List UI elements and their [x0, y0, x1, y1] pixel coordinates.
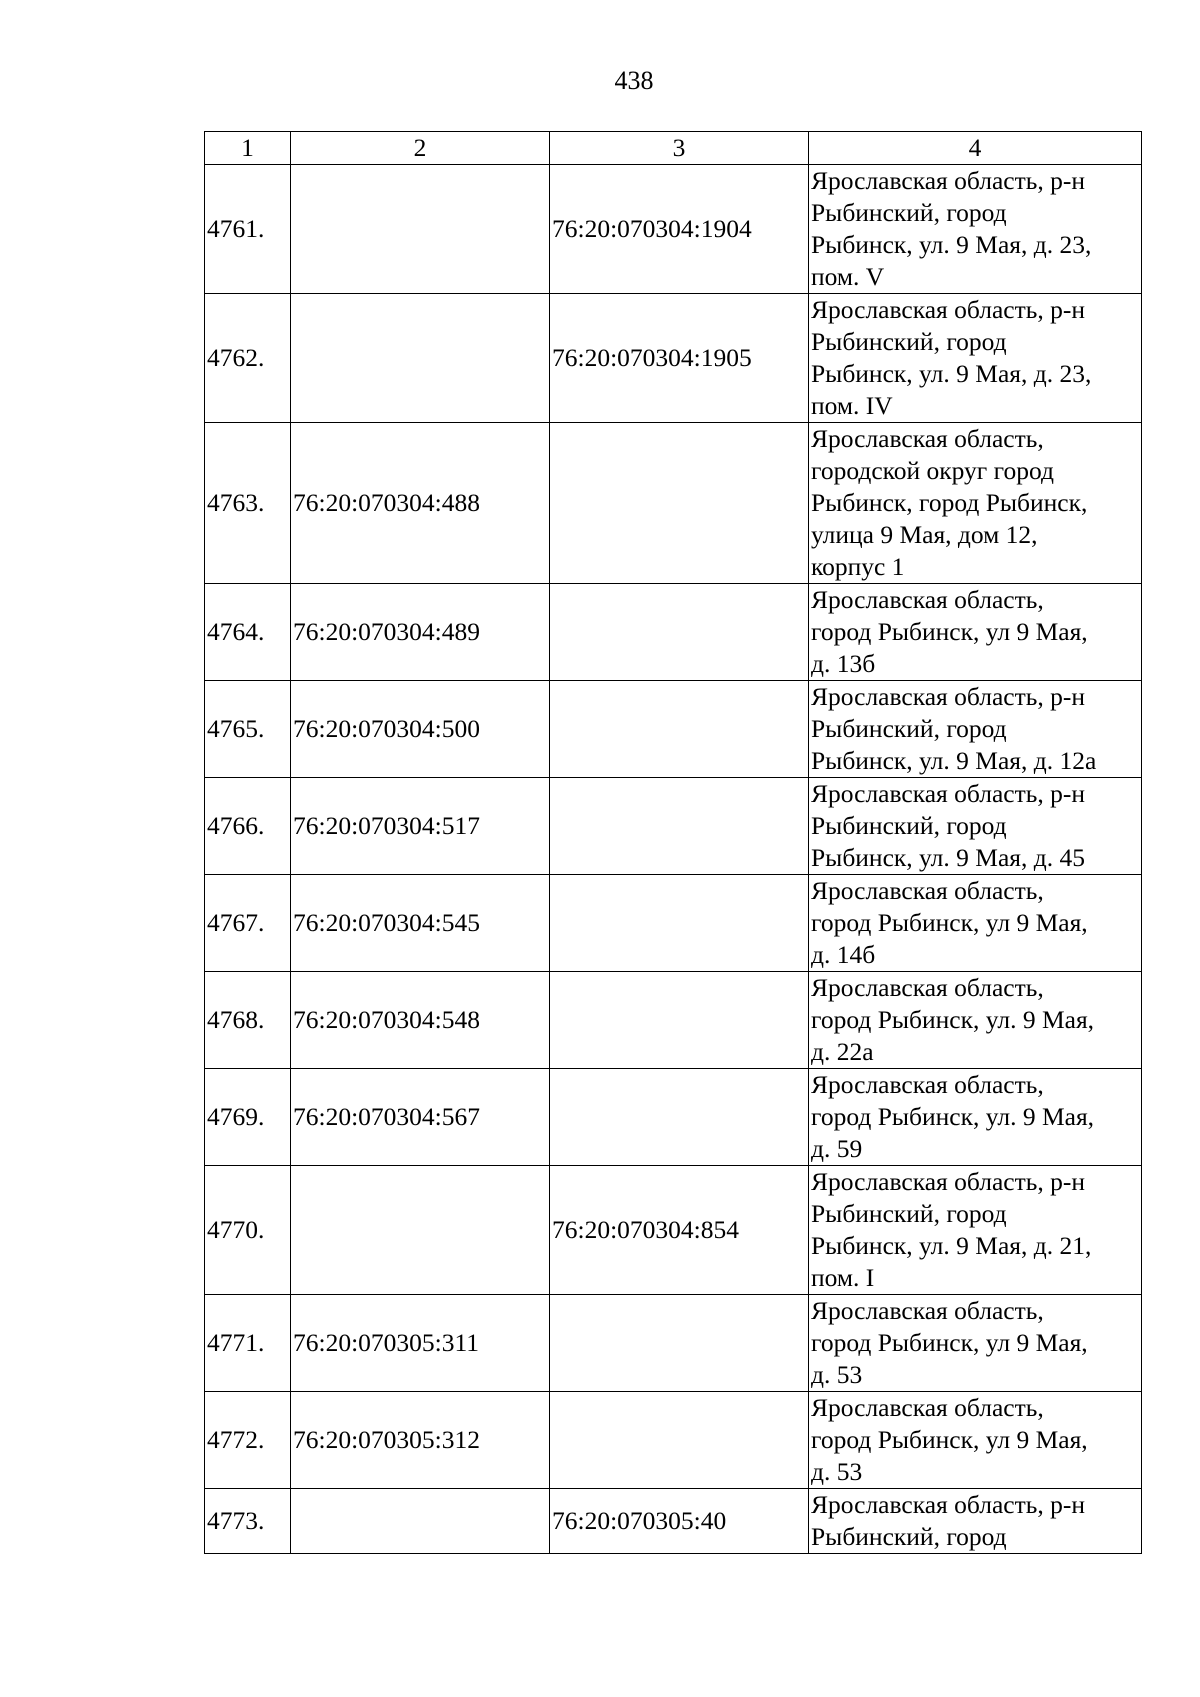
row-number-cell: 4763.	[205, 423, 291, 584]
registry-table	[204, 131, 1142, 1554]
address-line: Ярославская область, р-н	[811, 682, 1086, 711]
address-line: Ярославская область, р-н	[811, 166, 1086, 195]
table-row	[205, 972, 1142, 1069]
row-number-cell: 4772.	[205, 1392, 291, 1489]
object-cadastral-number-cell	[550, 778, 809, 875]
address-cell	[809, 875, 1142, 972]
page-number: 438	[614, 66, 654, 95]
cadastral-number-cell: 76:20:070304:489	[291, 584, 550, 681]
address-line: Ярославская область,	[811, 1070, 1044, 1099]
table-row	[205, 294, 1142, 423]
cadastral-number-cell: 76:20:070304:488	[291, 423, 550, 584]
object-cadastral-number-cell	[550, 1295, 809, 1392]
address-line: пом. IV	[811, 391, 893, 420]
address-line: город Рыбинск, ул 9 Мая,	[811, 617, 1088, 646]
object-cadastral-number-cell	[550, 584, 809, 681]
object-cadastral-number-cell	[550, 681, 809, 778]
cadastral-number-cell	[291, 294, 550, 423]
header-col-2: 2	[291, 132, 550, 165]
address-cell	[809, 165, 1142, 294]
address-line: город Рыбинск, ул. 9 Мая,	[811, 1102, 1095, 1131]
address-cell	[809, 1392, 1142, 1489]
address-line: Ярославская область,	[811, 1393, 1044, 1422]
object-cadastral-number-cell	[550, 875, 809, 972]
address-line: Рыбинский, город	[811, 198, 1007, 227]
address-line: Рыбинск, ул. 9 Мая, д. 45	[811, 843, 1085, 872]
row-number-cell: 4773.	[205, 1489, 291, 1554]
table-row	[205, 778, 1142, 875]
address-cell	[809, 1166, 1142, 1295]
address-line: Ярославская область, р-н	[811, 779, 1086, 808]
table-header-row	[205, 132, 1142, 165]
address-cell	[809, 294, 1142, 423]
address-cell	[809, 972, 1142, 1069]
object-cadastral-number-cell	[550, 1392, 809, 1489]
row-number-cell: 4771.	[205, 1295, 291, 1392]
address-line: пом. I	[811, 1263, 875, 1292]
address-cell	[809, 584, 1142, 681]
address-line: д. 22а	[811, 1037, 874, 1066]
object-cadastral-number-cell: 76:20:070304:1905	[550, 294, 809, 423]
address-line: Рыбинск, ул. 9 Мая, д. 23,	[811, 359, 1092, 388]
address-line: Ярославская область,	[811, 1296, 1044, 1325]
table-row	[205, 423, 1142, 584]
row-number-cell: 4770.	[205, 1166, 291, 1295]
table-row	[205, 584, 1142, 681]
address-line: Рыбинск, город Рыбинск,	[811, 488, 1088, 517]
address-line: улица 9 Мая, дом 12,	[811, 520, 1038, 549]
table-body	[205, 165, 1142, 1554]
row-number-cell: 4765.	[205, 681, 291, 778]
address-line: Рыбинск, ул. 9 Мая, д. 23,	[811, 230, 1092, 259]
cadastral-number-cell	[291, 1489, 550, 1554]
address-line: город Рыбинск, ул 9 Мая,	[811, 1328, 1088, 1357]
table-row	[205, 1295, 1142, 1392]
address-line: Ярославская область,	[811, 973, 1044, 1002]
table-row	[205, 875, 1142, 972]
cadastral-number-cell: 76:20:070304:500	[291, 681, 550, 778]
address-cell	[809, 1489, 1142, 1554]
address-line: город Рыбинск, ул 9 Мая,	[811, 908, 1088, 937]
table-row	[205, 681, 1142, 778]
object-cadastral-number-cell	[550, 423, 809, 584]
cadastral-number-cell: 76:20:070304:517	[291, 778, 550, 875]
address-line: д. 14б	[811, 940, 876, 969]
address-line: Рыбинский, город	[811, 811, 1007, 840]
row-number-cell: 4762.	[205, 294, 291, 423]
cadastral-number-cell: 76:20:070305:312	[291, 1392, 550, 1489]
address-line: корпус 1	[811, 552, 905, 581]
cadastral-number-cell: 76:20:070304:567	[291, 1069, 550, 1166]
object-cadastral-number-cell	[550, 972, 809, 1069]
address-line: Рыбинск, ул. 9 Мая, д. 21,	[811, 1231, 1092, 1260]
row-number-cell: 4764.	[205, 584, 291, 681]
address-line: д. 53	[811, 1360, 863, 1389]
header-col-1: 1	[205, 132, 291, 165]
row-number-cell: 4767.	[205, 875, 291, 972]
address-line: Рыбинск, ул. 9 Мая, д. 12а	[811, 746, 1097, 775]
header-col-3: 3	[550, 132, 809, 165]
cadastral-number-cell: 76:20:070304:545	[291, 875, 550, 972]
object-cadastral-number-cell: 76:20:070305:40	[550, 1489, 809, 1554]
address-line: городской округ город	[811, 456, 1054, 485]
address-line: Ярославская область, р-н	[811, 295, 1086, 324]
row-number-cell: 4761.	[205, 165, 291, 294]
cadastral-number-cell: 76:20:070305:311	[291, 1295, 550, 1392]
address-cell	[809, 1295, 1142, 1392]
table-row	[205, 1392, 1142, 1489]
address-line: Ярославская область, р-н	[811, 1167, 1086, 1196]
address-line: Рыбинский, город	[811, 1522, 1007, 1551]
row-number-cell: 4768.	[205, 972, 291, 1069]
row-number-cell: 4769.	[205, 1069, 291, 1166]
table-row	[205, 1069, 1142, 1166]
address-line: д. 13б	[811, 649, 876, 678]
object-cadastral-number-cell: 76:20:070304:1904	[550, 165, 809, 294]
table-row	[205, 1489, 1142, 1554]
cadastral-number-cell	[291, 1166, 550, 1295]
header-col-4: 4	[809, 132, 1142, 165]
cadastral-number-cell: 76:20:070304:548	[291, 972, 550, 1069]
address-cell	[809, 778, 1142, 875]
address-line: пом. V	[811, 262, 885, 291]
table-row	[205, 1166, 1142, 1295]
address-line: Рыбинский, город	[811, 714, 1007, 743]
address-line: д. 59	[811, 1134, 863, 1163]
address-cell	[809, 423, 1142, 584]
cadastral-number-cell	[291, 165, 550, 294]
address-line: Ярославская область,	[811, 876, 1044, 905]
address-line: Ярославская область, р-н	[811, 1490, 1086, 1519]
address-line: Рыбинский, город	[811, 1199, 1007, 1228]
address-line: Ярославская область,	[811, 585, 1044, 614]
row-number-cell: 4766.	[205, 778, 291, 875]
address-line: д. 53	[811, 1457, 863, 1486]
object-cadastral-number-cell: 76:20:070304:854	[550, 1166, 809, 1295]
address-line: город Рыбинск, ул 9 Мая,	[811, 1425, 1088, 1454]
address-cell	[809, 681, 1142, 778]
table-row	[205, 165, 1142, 294]
address-cell	[809, 1069, 1142, 1166]
address-line: Рыбинский, город	[811, 327, 1007, 356]
object-cadastral-number-cell	[550, 1069, 809, 1166]
address-line: город Рыбинск, ул. 9 Мая,	[811, 1005, 1095, 1034]
address-line: Ярославская область,	[811, 424, 1044, 453]
